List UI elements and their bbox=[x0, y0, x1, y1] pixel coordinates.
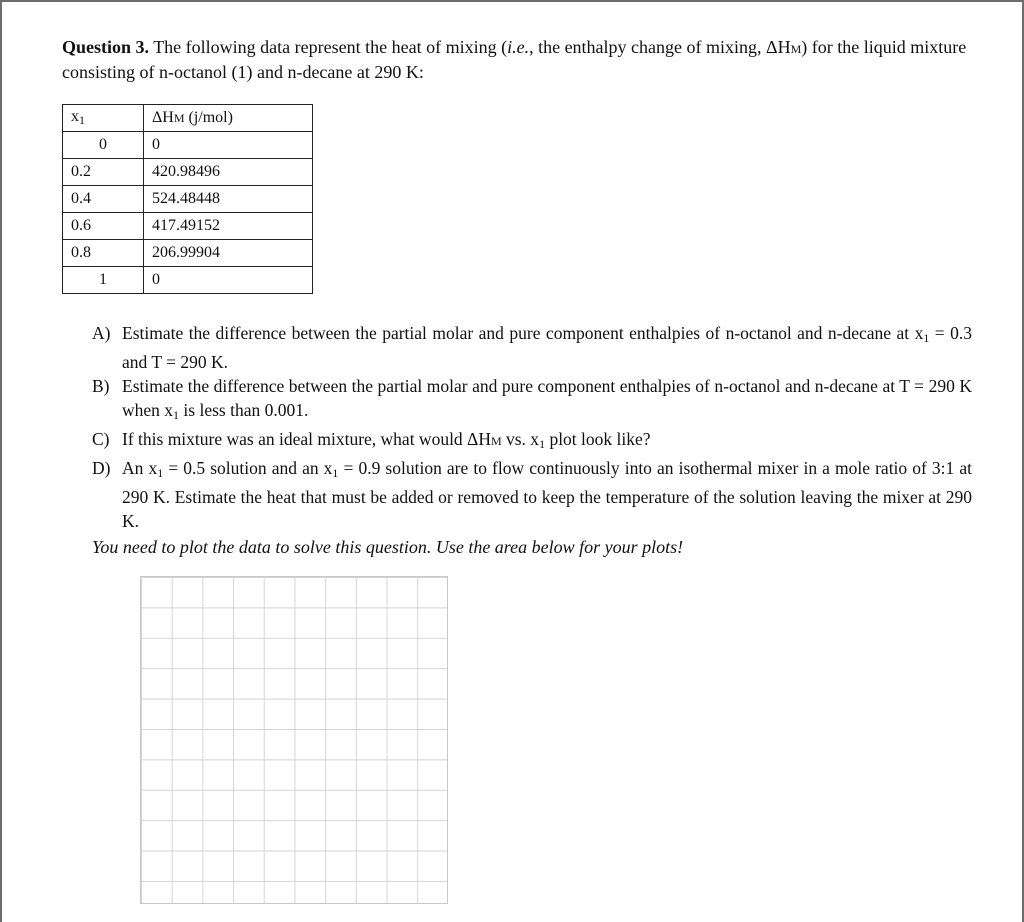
plot-instruction-note: You need to plot the data to solve this question. Use the area below for your plots! bbox=[92, 537, 684, 557]
question-intro bbox=[62, 36, 972, 84]
header-x1: $x_1$ bbox=[63, 105, 144, 132]
table-row bbox=[63, 186, 313, 213]
table-row bbox=[63, 159, 313, 186]
cell-x1: 0.2 bbox=[63, 159, 144, 186]
cell-x1: 0 bbox=[63, 132, 144, 159]
cell-x1: 0.4 bbox=[63, 186, 144, 213]
cell-x1: 1 bbox=[63, 267, 144, 294]
part-c-label: C) bbox=[92, 429, 110, 449]
cell-delta-hm: 524.48448 bbox=[144, 186, 313, 213]
table-row bbox=[63, 240, 313, 267]
data-table bbox=[62, 104, 313, 294]
part-b: B) Estimate the difference between the partial molar and pure component enthalpies of n-octanol and n-decane at T = 290 K when $x_1$ is less than 0.001. bbox=[92, 376, 972, 422]
header-delta-hm: ΔHM (j/mol) bbox=[144, 105, 313, 132]
intro-sub: M bbox=[790, 42, 802, 56]
part-c: C) If this mixture was an ideal mixture, what would ΔHM vs. $x_1$ plot look like? bbox=[92, 429, 651, 451]
page-frame-left bbox=[0, 0, 2, 922]
table-header-row bbox=[63, 105, 313, 132]
intro-text-c: ) for the liquid mixture consisting of n-octanol (1) and n-decane at 290 K: bbox=[62, 37, 967, 82]
cell-delta-hm: 0 bbox=[144, 132, 313, 159]
plot-grid-area[interactable] bbox=[140, 576, 448, 904]
cell-delta-hm: 420.98496 bbox=[144, 159, 313, 186]
table-row bbox=[63, 213, 313, 240]
cell-x1: 0.8 bbox=[63, 240, 144, 267]
table-row bbox=[63, 267, 313, 294]
part-a-label: A) bbox=[92, 323, 111, 343]
cell-x1: 0.6 bbox=[63, 213, 144, 240]
cell-delta-hm: 0 bbox=[144, 267, 313, 294]
part-d: D) An $x_1 = 0.5$ solution and an $x_1 = 0.9$ solution are to flow continuously into an isothermal mixer in a mole ratio of 3:1 at 290 K. Estimate the heat that must be added or removed to keep the temperature of the solution leaving the mixer at 290 K. bbox=[92, 458, 972, 531]
page-frame-top bbox=[0, 0, 1024, 2]
intro-text-b: , the enthalpy change of mixing, ΔH bbox=[529, 37, 791, 57]
question-label: Question 3. bbox=[62, 37, 150, 57]
intro-text-a: The following data represent the heat of mixing ( bbox=[149, 37, 508, 57]
part-b-label: B) bbox=[92, 376, 110, 396]
table-row bbox=[63, 132, 313, 159]
cell-delta-hm: 206.99904 bbox=[144, 240, 313, 267]
question-parts bbox=[92, 321, 972, 533]
part-d-label: D) bbox=[92, 458, 111, 478]
cell-delta-hm: 417.49152 bbox=[144, 213, 313, 240]
intro-text-ie: i.e. bbox=[507, 37, 530, 57]
part-a: A) Estimate the difference between the partial molar and pure component enthalpies of n-octanol and n-decane at $x_1 = 0.3$ and T = 290 K. bbox=[92, 323, 972, 372]
